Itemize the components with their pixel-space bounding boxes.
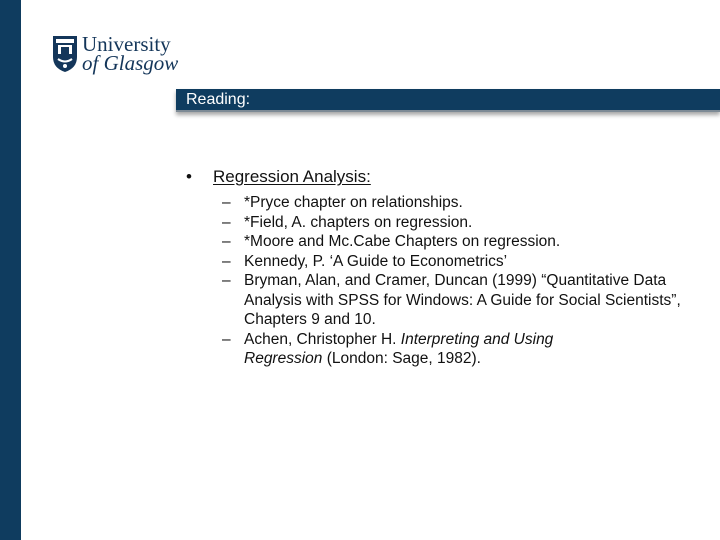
list-item-text: *Field, A. chapters on regression. bbox=[244, 213, 473, 231]
list-dash: – bbox=[222, 272, 231, 289]
citation-author: Achen, Christopher H. bbox=[244, 330, 401, 348]
list-item bbox=[222, 213, 702, 233]
bullet-heading: Regression Analysis: bbox=[213, 167, 371, 186]
list-item-text: Bryman, Alan, and Cramer, Duncan (1999) “Quantitative Data Analysis with SPSS for Windows: A Guide for Social Scientists”, Chapters 9 and 10. bbox=[244, 272, 681, 328]
bullet-marker: • bbox=[186, 167, 192, 186]
list-dash: – bbox=[222, 194, 231, 211]
slide-title: Reading: bbox=[186, 91, 251, 108]
list-item-text bbox=[244, 330, 702, 369]
list-item-achen bbox=[222, 330, 702, 369]
list-dash: – bbox=[222, 233, 231, 250]
university-logo bbox=[52, 33, 182, 77]
list-item-text: *Pryce chapter on relationships. bbox=[244, 194, 463, 211]
list-dash: – bbox=[222, 330, 231, 348]
left-side-bar bbox=[0, 0, 21, 540]
logo-line-university: University bbox=[82, 32, 171, 56]
list-item-text: *Moore and Mc.Cabe Chapters on regression. bbox=[244, 233, 561, 250]
list-item bbox=[222, 252, 702, 272]
list-item-text: Kennedy, P. ‘A Guide to Econometrics’ bbox=[244, 252, 508, 270]
list-item bbox=[222, 271, 702, 330]
list-dash: – bbox=[222, 213, 231, 231]
logo-line-of-glasgow: of Glasgow bbox=[82, 51, 179, 75]
reading-list bbox=[222, 193, 702, 369]
list-dash: – bbox=[222, 252, 231, 270]
citation-publisher: (London: Sage, 1982). bbox=[322, 350, 481, 367]
citation-title-1: Interpreting and Using bbox=[400, 330, 554, 348]
university-crest-icon bbox=[52, 35, 78, 73]
list-item bbox=[222, 193, 702, 213]
list-item bbox=[222, 232, 702, 252]
slide-title-bar bbox=[176, 89, 720, 112]
citation-title-2: Regression bbox=[244, 350, 323, 367]
